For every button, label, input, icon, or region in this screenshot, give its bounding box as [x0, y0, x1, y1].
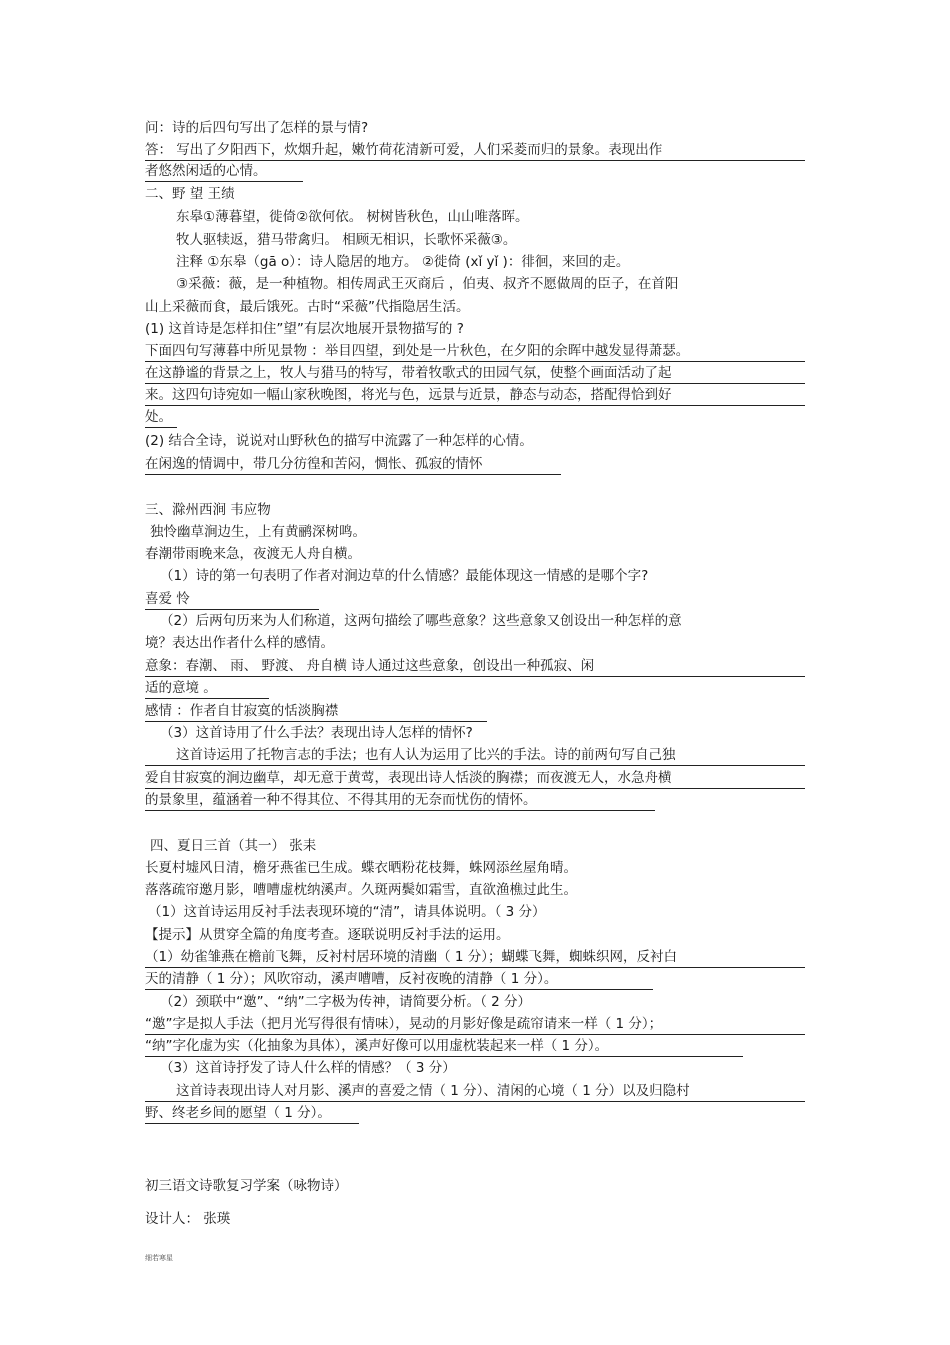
question-line: （1）诗的第一句表明了作者对涧边草的什么情感？最能体现这一情感的是哪个字? [160, 568, 649, 584]
answer-line: 感情 ：作者自甘寂寞的恬淡胸襟 [145, 702, 487, 722]
answer-line: 下面四句写薄暮中所见景物 ：举目四望，到处是一片秋色，在夕阳的余晖中越发显得萧瑟。 [145, 342, 805, 362]
designer-line: 设计人： 张瑛 [145, 1211, 231, 1227]
answer-line: “邀”字是拟人手法（把月光写得很有情味），晃动的月影好像是疏帘请来一样（ 1 分）； [145, 1015, 805, 1035]
question-line: （2）颈联中“邀”、“纳”二字极为传神，请简要分析。（ 2 分） [160, 994, 531, 1010]
answer-line: 这首诗运用了托物言志的手法；也有人认为运用了比兴的手法。诗的前两句写自己独 [145, 746, 805, 766]
answer-line: 的景象里，蕴涵着一种不得其位、不得其用的无奈而忧伤的情怀。 [145, 791, 655, 811]
annotation-line: ③采薇：薇，是一种植物。相传周武王灭商后 ，伯夷、叔齐不愿做周的臣子，在首阳 [176, 276, 679, 292]
answer-line: 意象：春潮、 雨、 野渡、 舟自横 诗人通过这些意象，创设出一种孤寂、闲 [145, 657, 805, 677]
poem-line: 东皋①薄暮望，徙倚②欲何依。 树树皆秋色，山山唯落晖。 [176, 209, 529, 225]
answer-line: 适的意境 。 [145, 679, 269, 699]
answer-line: 这首诗表现出诗人对月影、溪声的喜爱之情（ 1 分）、清闲的心境（ 1 分）以及归隐村 [145, 1082, 805, 1102]
answer-line: 处。 [145, 408, 177, 428]
annotation-line: 注释 ①东皋（gā o）：诗人隐居的地方。 ②徙倚 (xǐ yǐ )：徘徊，来回的走。 [176, 254, 630, 270]
poem-line: 落落疏帘邀月影，嘈嘈虚枕纳溪声。久斑两鬓如霜雪，直欲渔樵过此生。 [145, 882, 577, 898]
answer-line: 在这静谧的背景之上，牧人与猎马的特写，带着牧歌式的田园气氛，使整个画面活动了起 [145, 364, 805, 384]
poem-line: 独怜幽草涧边生，上有黄鹂深树鸣。 [150, 524, 366, 540]
poem-line: 牧人驱犊返，猎马带禽归。 相顾无相识，长歌怀采薇③。 [176, 232, 517, 248]
text-line: 者悠然闲适的心情。 [145, 162, 303, 182]
answer-line: 喜爱 怜 [145, 590, 319, 610]
question-line: 境？表达出作者什么样的感情。 [145, 635, 334, 651]
text-line: 答： 写出了夕阳西下，炊烟升起，嫩竹荷花清新可爱，人们采菱而归的景象。表现出作 [145, 141, 805, 161]
answer-line: 爱自甘寂寞的涧边幽草，却无意于黄莺，表现出诗人恬淡的胸襟；而夜渡无人，水急舟横 [145, 769, 805, 789]
answer-line: 在闲逸的情调中，带几分彷徨和苦闷，惆怅、孤寂的情怀 [145, 455, 561, 475]
section-heading: 四、夏日三首（其一） 张耒 [150, 838, 317, 854]
question-line: （3）这首诗抒发了诗人什么样的情感？（ 3 分） [160, 1060, 456, 1076]
section-heading: 二、野 望 王绩 [145, 186, 235, 202]
page-footer: 细若寒星 [145, 1254, 173, 1262]
poem-line: 长夏村墟风日清，檐牙燕雀已生成。蝶衣晒粉花枝舞，蛛网添丝屋角晴。 [145, 860, 577, 876]
annotation-line: 山上采薇而食，最后饿死。古时“采薇”代指隐居生活。 [145, 299, 470, 315]
poem-line: 春潮带雨晚来急，夜渡无人舟自横。 [145, 546, 361, 562]
answer-line: “纳”字化虚为实（化抽象为具体），溪声好像可以用虚枕装起来一样（ 1 分）。 [145, 1037, 743, 1057]
document-title: 初三语文诗歌复习学案（咏物诗） [145, 1178, 348, 1194]
question-line: (1) 这首诗是怎样扣住”望”有层次地展开景物描写的 ? [145, 321, 464, 337]
question-line: （1）这首诗运用反衬手法表现环境的“清”，请具体说明。（ 3 分） [148, 904, 546, 920]
hint-line: 【提示】从贯穿全篇的角度考查。逐联说明反衬手法的运用。 [145, 927, 510, 943]
answer-line: 来。这四句诗宛如一幅山家秋晚图，将光与色，远景与近景，静态与动态，搭配得恰到好 [145, 386, 805, 406]
answer-line: （1）幼雀雏燕在檐前飞舞，反衬村居环境的清幽（ 1 分）；蝴蝶飞舞，蜘蛛织网，反衬白 [145, 948, 805, 968]
question-line: (2) 结合全诗，说说对山野秋色的描写中流露了一种怎样的心情。 [145, 433, 533, 449]
answer-line: 野、终老乡间的愿望（ 1 分）。 [145, 1104, 359, 1124]
question-line: （3）这首诗用了什么手法？表现出诗人怎样的情怀? [160, 725, 473, 741]
section-heading: 三、滁州西涧 韦应物 [145, 502, 271, 518]
text-line: 问：诗的后四句写出了怎样的景与情? [145, 120, 369, 136]
question-line: （2）后两句历来为人们称道，这两句描绘了哪些意象？这些意象又创设出一种怎样的意 [160, 613, 682, 629]
answer-line: 天的清静（ 1 分）；风吹帘动，溪声嘈嘈，反衬夜晚的清静（ 1 分）。 [145, 970, 653, 990]
